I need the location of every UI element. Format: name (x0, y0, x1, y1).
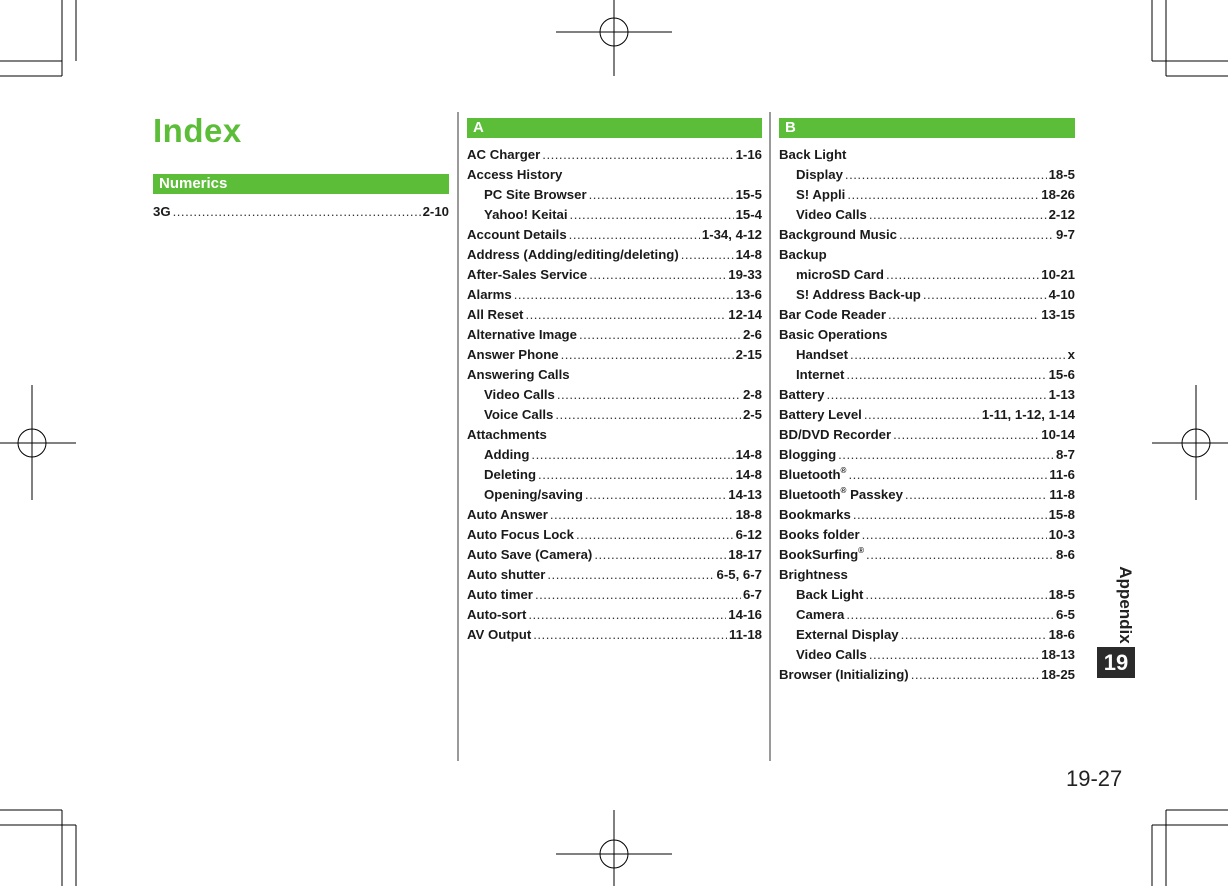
dot-leader (864, 405, 980, 425)
dot-leader (886, 265, 1039, 285)
index-page-ref: 18-8 (735, 507, 762, 522)
index-page-ref: 6-5, 6-7 (716, 567, 762, 582)
index-term (484, 185, 587, 205)
index-entry (779, 225, 1075, 245)
index-term-text: Auto shutter (467, 567, 546, 582)
dot-leader (525, 305, 726, 325)
dot-leader (576, 525, 734, 545)
index-term-text: Alarms (467, 287, 512, 302)
index-term-text: Access History (467, 167, 563, 182)
index-entry (779, 325, 1075, 345)
index-entry (779, 305, 1075, 325)
index-term-text: Video Calls (796, 207, 867, 222)
index-page-ref: 2-10 (422, 204, 449, 219)
index-page-ref: 10-21 (1041, 267, 1075, 282)
index-term (779, 145, 1075, 165)
page-title: Index (153, 112, 242, 149)
index-term-text: Yahoo! Keitai (484, 207, 568, 222)
dot-leader (555, 405, 741, 425)
index-term-text: Battery Level (779, 407, 862, 422)
index-page-ref: 1-34, 4-12 (701, 227, 762, 242)
dot-leader (901, 625, 1047, 645)
index-term (467, 585, 533, 605)
dot-leader (848, 465, 1047, 485)
dot-leader (533, 625, 727, 645)
index-entry (467, 605, 762, 625)
index-term-text: Account Details (467, 227, 567, 242)
index-entry (467, 365, 762, 385)
index-term (484, 385, 555, 405)
index-term (467, 605, 526, 625)
index-term-text: Alternative Image (467, 327, 577, 342)
index-page-ref: 12-14 (728, 307, 762, 322)
index-term (779, 505, 851, 525)
index-term (467, 325, 577, 345)
index-term (467, 265, 587, 285)
index-term (484, 405, 553, 425)
index-page-ref: 18-6 (1048, 627, 1075, 642)
index-term-text: Bluetooth (779, 467, 841, 482)
index-term (796, 345, 848, 365)
index-entry (467, 305, 762, 325)
index-entry (779, 445, 1075, 465)
index-page-ref: x (1067, 347, 1075, 362)
dot-leader (911, 665, 1040, 685)
index-term (779, 465, 846, 485)
index-page-ref: 2-12 (1048, 207, 1075, 222)
chapter-number-badge: 19 (1097, 647, 1135, 678)
index-term (153, 202, 171, 222)
index-term (779, 325, 1075, 345)
index-page-ref: 6-12 (735, 527, 762, 542)
index-term-text: Browser (Initializing) (779, 667, 909, 682)
index-page-ref: 15-8 (1048, 507, 1075, 522)
dot-leader (905, 485, 1047, 505)
index-term (467, 365, 762, 385)
dot-leader (899, 225, 1054, 245)
index-page-ref: 14-8 (735, 447, 762, 462)
index-page-ref: 18-5 (1048, 587, 1075, 602)
dot-leader (594, 545, 726, 565)
section-b-list (779, 145, 1075, 685)
index-entry (779, 565, 1075, 585)
dot-leader (514, 285, 734, 305)
index-term (779, 445, 836, 465)
index-entry (779, 285, 1075, 305)
index-entry (779, 645, 1075, 665)
index-term-text: Internet (796, 367, 845, 382)
column-divider (769, 112, 771, 761)
index-page-ref: 2-5 (742, 407, 762, 422)
dot-leader (850, 345, 1066, 365)
index-page-ref: 15-6 (1048, 367, 1075, 382)
dot-leader (531, 445, 733, 465)
index-entry (779, 485, 1075, 505)
index-page-ref: 10-14 (1041, 427, 1075, 442)
index-entry (467, 565, 762, 585)
index-page-ref: 11-8 (1049, 487, 1075, 502)
index-entry (779, 505, 1075, 525)
column-divider (457, 112, 459, 761)
index-term (467, 345, 559, 365)
index-entry (779, 185, 1075, 205)
index-entry (779, 605, 1075, 625)
index-page-ref: 1-16 (735, 147, 762, 162)
index-entry (467, 205, 762, 225)
index-page-ref: 18-17 (728, 547, 762, 562)
index-entry (467, 225, 762, 245)
index-term-text: Video Calls (796, 647, 867, 662)
index-entry (467, 625, 762, 645)
index-page-ref: 14-13 (728, 487, 762, 502)
index-entry (779, 545, 1075, 565)
section-a-heading: A (467, 118, 762, 138)
chapter-side-label (1110, 560, 1140, 650)
index-entry (467, 385, 762, 405)
numerics-list (153, 202, 449, 222)
dot-leader (869, 645, 1039, 665)
index-term-text: Answer Phone (467, 347, 559, 362)
index-term (796, 365, 844, 385)
index-term-text: Video Calls (484, 387, 555, 402)
index-term (467, 625, 531, 645)
index-term-text: 3G (153, 204, 171, 219)
dot-leader (535, 585, 741, 605)
index-page-ref: 11-6 (1049, 467, 1075, 482)
index-term-text: Handset (796, 347, 849, 362)
index-term-text: AC Charger (467, 147, 541, 162)
index-page-ref: 14-8 (735, 467, 762, 482)
index-entry (779, 245, 1075, 265)
dot-leader (866, 545, 1054, 565)
index-entry (779, 165, 1075, 185)
index-page-ref: 1-11, 1-12, 1-14 (981, 407, 1075, 422)
index-entry (779, 625, 1075, 645)
index-term-text: Auto timer (467, 587, 533, 602)
dot-leader (888, 305, 1039, 325)
index-entry (467, 285, 762, 305)
dot-leader (589, 185, 734, 205)
numerics-heading: Numerics (153, 174, 449, 194)
index-term-text: PC Site Browser (484, 187, 587, 202)
index-page-ref: 2-8 (742, 387, 762, 402)
index-entry (779, 345, 1075, 365)
index-entry (467, 245, 762, 265)
registered-mark: ® (840, 466, 847, 475)
index-entry (467, 445, 762, 465)
dot-leader (865, 585, 1046, 605)
index-term-text: Voice Calls (484, 407, 554, 422)
dot-leader (923, 285, 1047, 305)
index-term-text: Adding (484, 447, 530, 462)
index-entry (467, 265, 762, 285)
index-entry (467, 325, 762, 345)
index-term (467, 565, 545, 585)
index-term (779, 245, 1075, 265)
index-term-suffix: Passkey (846, 487, 903, 502)
section-b-heading: B (779, 118, 1075, 138)
index-entry (779, 665, 1075, 685)
dot-leader (585, 485, 726, 505)
index-term-text: Attachments (467, 427, 547, 442)
chapter-side-label-text: Appendix (1116, 566, 1135, 644)
index-term-text: Basic Operations (779, 327, 888, 342)
index-entry (467, 525, 762, 545)
index-term (467, 165, 762, 185)
index-term (467, 285, 512, 305)
index-term (779, 525, 860, 545)
index-term-text: Bookmarks (779, 507, 851, 522)
dot-leader (869, 205, 1047, 225)
index-term-text: Backup (779, 247, 827, 262)
index-entry (153, 202, 449, 222)
index-term (796, 605, 844, 625)
index-page-ref: 2-6 (742, 327, 762, 342)
index-term (796, 265, 884, 285)
dot-leader (846, 365, 1046, 385)
index-page-ref: 15-4 (735, 207, 762, 222)
index-term-text: BookSurfing (779, 547, 859, 562)
index-term (484, 445, 529, 465)
registered-mark: ® (840, 486, 847, 495)
index-term (779, 405, 862, 425)
index-term-text: Auto Answer (467, 507, 548, 522)
index-term (796, 645, 867, 665)
index-page-ref: 15-5 (735, 187, 762, 202)
index-entry (779, 365, 1075, 385)
index-page-ref: 19-33 (728, 267, 762, 282)
index-term (779, 425, 891, 445)
index-page-ref: 11-18 (728, 627, 762, 642)
index-term (467, 225, 567, 245)
index-term-text: AV Output (467, 627, 532, 642)
index-term-text: Blogging (779, 447, 837, 462)
index-page-ref: 6-7 (742, 587, 762, 602)
dot-leader (589, 265, 726, 285)
dot-leader (579, 325, 741, 345)
index-term (467, 545, 592, 565)
index-term-text: Bar Code Reader (779, 307, 887, 322)
index-term (484, 485, 583, 505)
index-term (779, 485, 903, 505)
index-page-ref: 2-15 (735, 347, 762, 362)
index-entry (467, 505, 762, 525)
index-term-text: S! Appli (796, 187, 846, 202)
dot-leader (862, 525, 1047, 545)
index-term-text: Bluetooth (779, 487, 841, 502)
index-page-ref: 8-7 (1055, 447, 1075, 462)
index-term-text: Answering Calls (467, 367, 570, 382)
index-page-ref: 4-10 (1048, 287, 1075, 302)
dot-leader (570, 205, 734, 225)
index-term (467, 525, 574, 545)
index-term-text: Brightness (779, 567, 848, 582)
index-page-ref: 13-6 (735, 287, 762, 302)
index-page-ref: 8-6 (1055, 547, 1075, 562)
index-page-ref: 10-3 (1048, 527, 1075, 542)
index-entry (467, 185, 762, 205)
index-entry (467, 585, 762, 605)
index-page-ref: 13-15 (1041, 307, 1075, 322)
index-entry (467, 165, 762, 185)
index-entry (467, 465, 762, 485)
dot-leader (569, 225, 700, 245)
index-term (467, 245, 679, 265)
index-entry (779, 385, 1075, 405)
dot-leader (173, 202, 421, 222)
dot-leader (893, 425, 1039, 445)
index-term (779, 565, 1075, 585)
index-entry (467, 345, 762, 365)
index-term (467, 305, 523, 325)
index-term-text: Camera (796, 607, 845, 622)
index-term (467, 425, 762, 445)
index-entry (779, 425, 1075, 445)
dot-leader (853, 505, 1047, 525)
index-term-text: Auto Focus Lock (467, 527, 574, 542)
dot-leader (845, 165, 1047, 185)
index-entry (467, 545, 762, 565)
dot-leader (557, 385, 741, 405)
index-term-text: Opening/saving (484, 487, 583, 502)
index-page-ref: 14-8 (735, 247, 762, 262)
dot-leader (550, 505, 734, 525)
index-term-text: After-Sales Service (467, 267, 588, 282)
index-entry (779, 265, 1075, 285)
index-entry (779, 145, 1075, 165)
index-term-text: Background Music (779, 227, 897, 242)
index-term (467, 505, 548, 525)
dot-leader (538, 465, 734, 485)
index-entry (779, 405, 1075, 425)
index-entry (779, 205, 1075, 225)
dot-leader (847, 185, 1039, 205)
index-page-ref: 9-7 (1055, 227, 1075, 242)
index-term-text: Auto Save (Camera) (467, 547, 593, 562)
index-page-ref: 18-26 (1041, 187, 1075, 202)
index-term-text: Back Light (796, 587, 864, 602)
index-term (484, 205, 568, 225)
index-term (796, 185, 845, 205)
index-term (484, 465, 536, 485)
index-page-ref: 18-5 (1048, 167, 1075, 182)
dot-leader (547, 565, 714, 585)
index-entry (467, 405, 762, 425)
index-term-text: All Reset (467, 307, 524, 322)
dot-leader (561, 345, 734, 365)
page-number: 19-27 (1066, 766, 1123, 791)
index-term-text: BD/DVD Recorder (779, 427, 892, 442)
dot-leader (542, 145, 733, 165)
index-term (779, 545, 864, 565)
index-term-text: Display (796, 167, 843, 182)
index-term (796, 205, 867, 225)
index-term-text: S! Address Back-up (796, 287, 921, 302)
dot-leader (681, 245, 734, 265)
index-entry (467, 145, 762, 165)
section-a-list (467, 145, 762, 645)
index-entry (467, 485, 762, 505)
index-term (779, 385, 824, 405)
index-entry (467, 425, 762, 445)
dot-leader (528, 605, 726, 625)
index-term-text: External Display (796, 627, 899, 642)
index-term-text: microSD Card (796, 267, 884, 282)
index-term-text: Books folder (779, 527, 860, 542)
index-term-text: Address (Adding/editing/deleting) (467, 247, 679, 262)
index-term (779, 305, 886, 325)
index-term (779, 225, 897, 245)
index-page-ref: 1-13 (1048, 387, 1075, 402)
index-page-ref: 6-5 (1055, 607, 1075, 622)
index-entry (779, 525, 1075, 545)
index-page-ref: 14-16 (728, 607, 762, 622)
dot-leader (846, 605, 1054, 625)
dot-leader (826, 385, 1046, 405)
index-page-ref: 18-13 (1041, 647, 1075, 662)
index-term (796, 625, 899, 645)
index-term (467, 145, 540, 165)
index-page-ref: 18-25 (1041, 667, 1075, 682)
index-term (779, 665, 909, 685)
index-term (796, 165, 843, 185)
index-term-text: Back Light (779, 147, 847, 162)
index-entry (779, 585, 1075, 605)
index-term (796, 585, 863, 605)
index-term-text: Deleting (484, 467, 537, 482)
index-entry (779, 465, 1075, 485)
dot-leader (838, 445, 1054, 465)
registered-mark: ® (858, 546, 865, 555)
index-term (796, 285, 921, 305)
index-term-text: Battery (779, 387, 825, 402)
index-term-text: Auto-sort (467, 607, 527, 622)
